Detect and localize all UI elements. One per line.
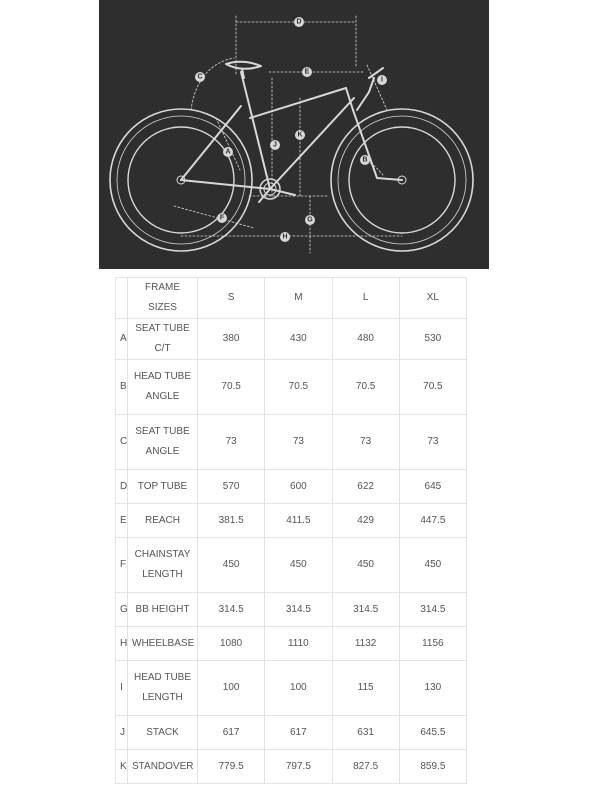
value-m: 600 [265,470,332,504]
value-m: 430 [265,319,332,360]
marker-D [294,17,304,27]
label-D: D [296,18,302,26]
value-l: 314.5 [332,593,399,627]
header-corner [116,278,128,319]
label-G: G [307,216,313,224]
row-name [128,593,198,627]
table-row-g [116,593,467,627]
value-xl: 73 [399,415,466,470]
row-letter: A [116,319,128,360]
geometry-diagram [99,0,489,269]
value-s: 73 [198,415,265,470]
row-name [128,415,198,470]
value-xl: 450 [399,538,466,593]
value-l: 450 [332,538,399,593]
value-m: 450 [265,538,332,593]
value-xl: 1156 [399,627,466,661]
header-size-m: M [265,278,332,319]
value-xl: 530 [399,319,466,360]
row-letter: B [116,360,128,415]
row-letter: C [116,415,128,470]
row-name-text: STANDOVER [132,760,194,772]
value-s: 617 [198,716,265,750]
label-J: J [273,141,277,149]
marker-A [223,147,233,157]
row-name-text: REACH [144,514,180,526]
label-I: I [381,76,383,84]
row-name [128,538,198,593]
value-l: 631 [332,716,399,750]
value-m: 617 [265,716,332,750]
label-E: E [304,68,310,76]
row-name-text: TOP TUBE [137,480,188,492]
marker-B [360,155,370,165]
row-name-text: CHAINSTAY LENGTH [134,549,191,580]
table-row-h [116,627,467,661]
value-s: 450 [198,538,265,593]
table-row-b [116,360,467,415]
row-name-text: STACK [146,726,179,738]
table-row-f [116,538,467,593]
value-s: 380 [198,319,265,360]
marker-J [270,140,280,150]
value-l: 827.5 [332,750,399,784]
table-row-a [116,319,467,360]
value-xl: 645 [399,470,466,504]
row-name-text: SEAT TUBE ANGLE [135,426,190,457]
label-C: C [197,73,203,81]
label-B: B [362,156,368,164]
value-m: 100 [265,661,332,716]
marker-H [280,232,290,242]
value-m: 73 [265,415,332,470]
row-name [128,627,198,661]
label-H: H [282,233,288,241]
table-row-i [116,661,467,716]
value-l: 73 [332,415,399,470]
value-m: 1110 [265,627,332,661]
value-xl: 130 [399,661,466,716]
header-size-s: S [198,278,265,319]
label-F: F [219,214,225,222]
row-letter: D [116,470,128,504]
bike-geometry-illustration [99,0,489,269]
header-size-xl: XL [399,278,466,319]
row-name [128,319,198,360]
value-xl: 70.5 [399,360,466,415]
value-m: 314.5 [265,593,332,627]
marker-G [305,215,315,225]
value-s: 570 [198,470,265,504]
value-l: 70.5 [332,360,399,415]
bike-frame [181,68,402,189]
row-name-text: WHEELBASE [132,637,195,649]
row-letter: J [116,716,128,750]
label-A: A [225,148,231,156]
row-name [128,716,198,750]
marker-E [302,67,312,77]
marker-C [195,72,205,82]
value-l: 480 [332,319,399,360]
value-s: 70.5 [198,360,265,415]
value-s: 779.5 [198,750,265,784]
marker-F [217,213,227,223]
saddle [226,62,261,78]
value-m: 70.5 [265,360,332,415]
value-l: 115 [332,661,399,716]
row-name [128,661,198,716]
marker-I [377,75,387,85]
geometry-table [115,277,467,784]
table-row-e [116,504,467,538]
row-name-text: HEAD TUBE LENGTH [133,672,192,703]
table-header-row [116,278,467,319]
header-frame-sizes: FRAME SIZES [128,278,198,319]
row-name [128,750,198,784]
header-size-l: L [332,278,399,319]
value-l: 622 [332,470,399,504]
table-row-c [116,415,467,470]
value-xl: 447.5 [399,504,466,538]
row-letter: H [116,627,128,661]
value-l: 429 [332,504,399,538]
value-xl: 645.5 [399,716,466,750]
row-name [128,470,198,504]
value-s: 100 [198,661,265,716]
marker-K [295,130,305,140]
table-row-d [116,470,467,504]
row-letter: K [116,750,128,784]
table-row-k [116,750,467,784]
label-K: K [297,131,303,139]
value-s: 314.5 [198,593,265,627]
row-name-text: SEAT TUBE C/T [135,323,190,354]
row-letter: E [116,504,128,538]
row-name-text: HEAD TUBE ANGLE [133,371,192,402]
value-xl: 314.5 [399,593,466,627]
value-s: 381.5 [198,504,265,538]
value-s: 1080 [198,627,265,661]
value-l: 1132 [332,627,399,661]
value-m: 797.5 [265,750,332,784]
value-xl: 859.5 [399,750,466,784]
row-name-text: BB HEIGHT [135,603,190,615]
row-letter: F [116,538,128,593]
row-letter: I [116,661,128,716]
row-name [128,360,198,415]
row-name [128,504,198,538]
table-row-j [116,716,467,750]
crankset [259,179,295,202]
row-letter: G [116,593,128,627]
value-m: 411.5 [265,504,332,538]
